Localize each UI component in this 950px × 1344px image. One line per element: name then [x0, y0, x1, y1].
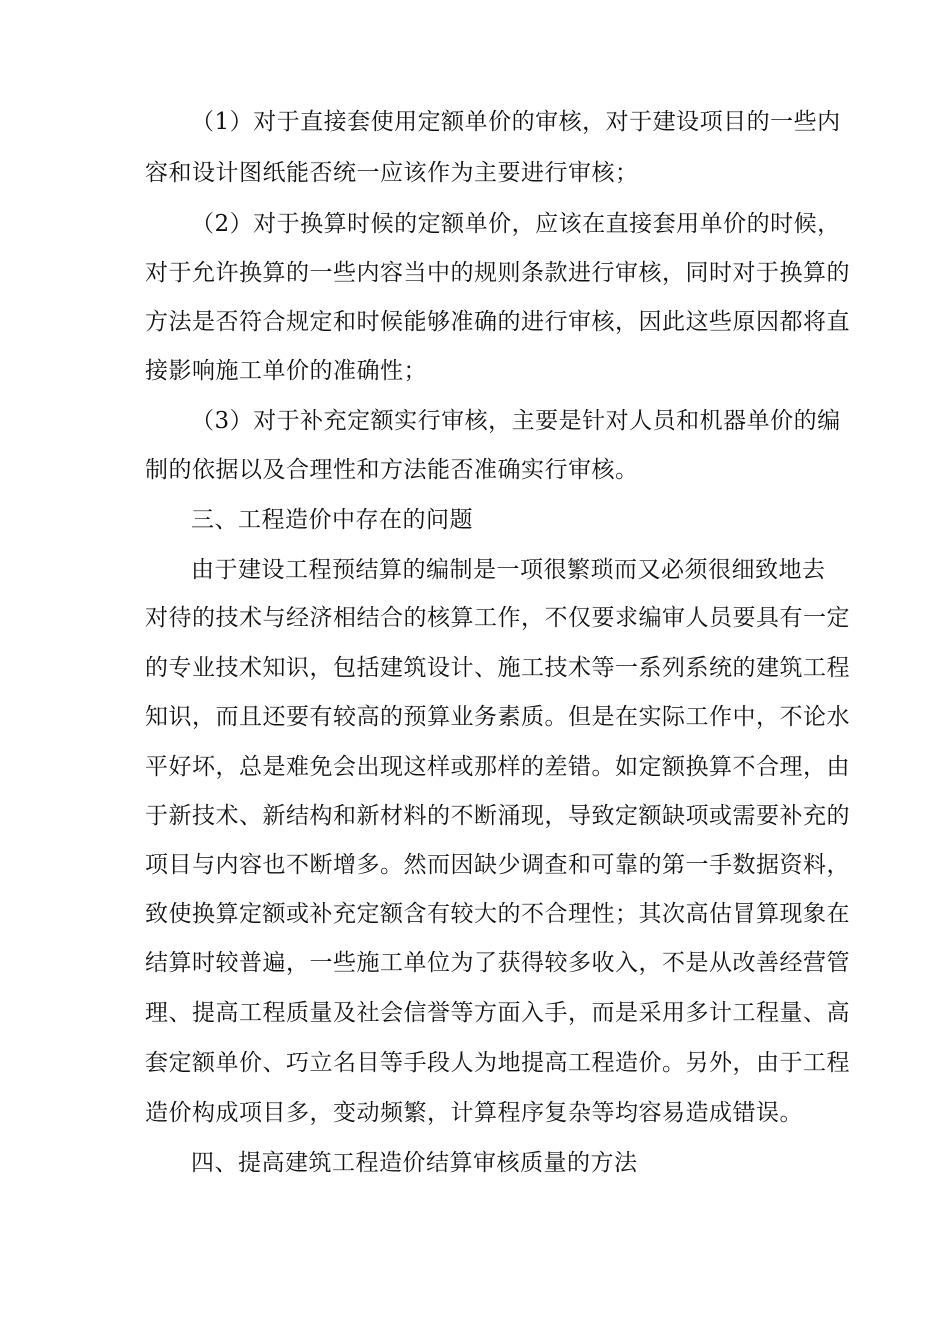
paragraph-4-line-9: 结算时较普遍，一些施工单位为了获得较多收入，不是从改善经营管 — [145, 950, 850, 976]
paragraph-4-line-6: 于新技术、新结构和新材料的不断涌现，导致定额缺项或需要补充的 — [145, 803, 850, 829]
paragraph-1-line-2: 容和设计图纸能否统一应该作为主要进行审核； — [145, 160, 639, 186]
paragraph-4-line-4: 知识，而且还要有较高的预算业务素质。但是在实际工作中，不论水 — [145, 704, 850, 730]
paragraph-4-line-3: 的专业技术知识，包括建筑设计、施工技术等一系列系统的建筑工程 — [145, 655, 850, 681]
paragraph-4-line-11: 套定额单价、巧立名目等手段人为地提高工程造价。另外，由于工程 — [145, 1050, 850, 1076]
paragraph-4-line-2: 对待的技术与经济相结合的核算工作，不仅要求编审人员要具有一定 — [145, 605, 850, 631]
paragraph-1-line-1: （1）对于直接套使用定额单价的审核，对于建设项目的一些内 — [191, 109, 841, 135]
paragraph-4-line-5: 平好坏，总是难免会出现这样或那样的差错。如定额换算不合理，由 — [145, 754, 850, 780]
paragraph-2-line-1: （2）对于换算时候的定额单价，应该在直接套用单价的时候， — [191, 211, 841, 237]
paragraph-4-line-7: 项目与内容也不断增多。然而因缺少调查和可靠的第一手数据资料， — [145, 852, 850, 878]
section-heading-4: 四、提高建筑工程造价结算审核质量的方法 — [191, 1150, 638, 1176]
paragraph-3-line-1: （3）对于补充定额实行审核，主要是针对人员和机器单价的编 — [191, 408, 841, 434]
section-heading-3: 三、工程造价中存在的问题 — [191, 507, 473, 533]
paragraph-3-line-2: 制的依据以及合理性和方法能否准确实行审核。 — [145, 457, 639, 483]
paragraph-2-line-2: 对于允许换算的一些内容当中的规则条款进行审核，同时对于换算的 — [145, 260, 850, 286]
paragraph-4-line-12: 造价构成项目多，变动频繁，计算程序复杂等均容易造成错误。 — [145, 1100, 803, 1126]
paragraph-2-line-3: 方法是否符合规定和时候能够准确的进行审核，因此这些原因都将直 — [145, 309, 850, 335]
paragraph-4-line-1: 由于建设工程预结算的编制是一项很繁琐而又必须很细致地去 — [191, 557, 826, 583]
paragraph-4-line-8: 致使换算定额或补充定额含有较大的不合理性；其次高估冒算现象在 — [145, 901, 850, 927]
paragraph-2-line-4: 接影响施工单价的准确性； — [145, 358, 427, 384]
paragraph-4-line-10: 理、提高工程质量及社会信誉等方面入手，而是采用多计工程量、高 — [145, 1000, 850, 1026]
